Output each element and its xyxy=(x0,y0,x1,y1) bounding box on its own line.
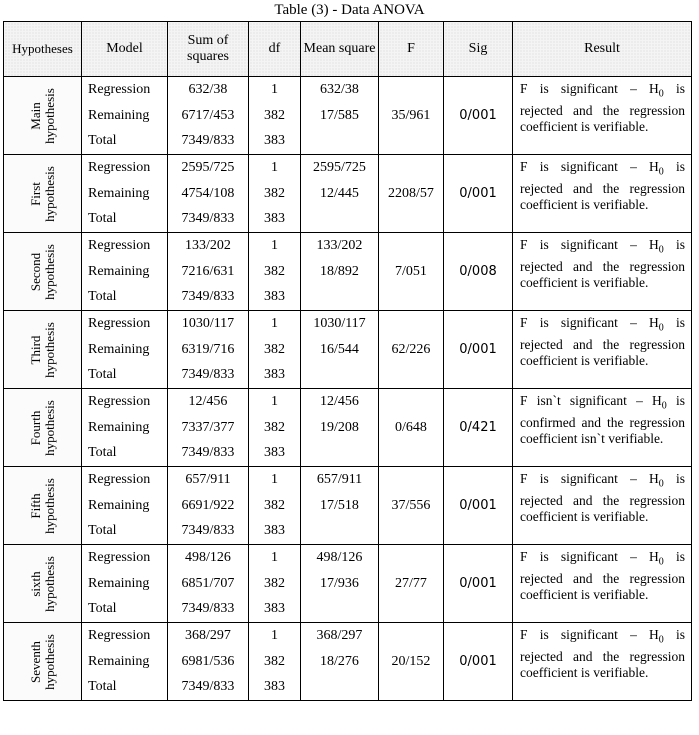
mean-square-cell xyxy=(301,623,379,701)
subscript-zero: 0 xyxy=(658,556,664,568)
mean-square-cell xyxy=(301,233,379,311)
sig-value: 0/001 xyxy=(444,467,513,545)
mean-square-value: 632/38 xyxy=(320,82,359,97)
df-value: 1 xyxy=(271,82,278,98)
hypothesis-cell xyxy=(4,389,82,467)
df-cell xyxy=(249,467,301,545)
mean-square-value: 12/456 xyxy=(320,394,359,409)
hypothesis-cell xyxy=(4,545,82,623)
table-row xyxy=(4,623,692,701)
model-cell xyxy=(82,467,168,545)
df-cell xyxy=(249,233,301,311)
mean-square-value: 133/202 xyxy=(316,238,363,253)
f-value: 35/961 xyxy=(379,77,444,155)
df-value: 382 xyxy=(264,575,285,591)
sum-of-squares-value: 657/911 xyxy=(185,472,231,488)
table-row xyxy=(4,233,692,311)
result-text: F is significant – $H_0$ is rejected and the regression coefficient is verifiable. xyxy=(513,233,692,311)
sum-of-squares-value: 7349/833 xyxy=(181,523,235,539)
table-row xyxy=(4,467,692,545)
header-f: F xyxy=(379,22,444,77)
sum-of-squares-cell xyxy=(168,311,249,389)
table-row xyxy=(4,311,692,389)
sum-of-squares-cell xyxy=(168,77,249,155)
mean-square-value: 17/585 xyxy=(320,107,359,123)
model-cell xyxy=(82,623,168,701)
table-row xyxy=(4,155,692,233)
hypothesis-cell xyxy=(4,77,82,155)
result-text: F is significant – $H_0$ is rejected and the regression coefficient is verifiable. xyxy=(513,623,692,701)
df-value: 383 xyxy=(264,523,285,539)
sum-of-squares-value: 4754/108 xyxy=(181,185,235,201)
anova-table xyxy=(3,21,692,701)
header-result: Result xyxy=(513,22,692,77)
hypothesis-cell xyxy=(4,311,82,389)
subscript-zero: 0 xyxy=(658,634,664,646)
sum-of-squares-value: 498/126 xyxy=(185,550,231,566)
df-value: 382 xyxy=(264,107,285,123)
sum-of-squares-value: 7216/631 xyxy=(181,263,235,279)
table-row xyxy=(4,77,692,155)
hypothesis-cell xyxy=(4,233,82,311)
hypothesis-label: Fourth hypothesis xyxy=(27,399,57,456)
df-value: 1 xyxy=(271,160,278,176)
model-label: Remaining xyxy=(88,497,150,513)
sig-value: 0/001 xyxy=(444,545,513,623)
sig-value: 0/008 xyxy=(444,233,513,311)
sum-of-squares-value: 7349/833 xyxy=(181,133,235,149)
sum-of-squares-value: 1030/117 xyxy=(181,316,235,332)
sum-of-squares-value: 6717/453 xyxy=(181,107,235,123)
df-value: 382 xyxy=(264,497,285,513)
table-row xyxy=(4,389,692,467)
df-cell xyxy=(249,155,301,233)
mean-square-value: 12/445 xyxy=(320,185,359,201)
model-label: Total xyxy=(88,445,117,461)
df-value: 1 xyxy=(271,316,278,332)
df-cell xyxy=(249,389,301,467)
df-value: 1 xyxy=(271,394,278,410)
df-value: 382 xyxy=(264,653,285,669)
mean-square-cell xyxy=(301,389,379,467)
header-mean-square: Mean square xyxy=(301,22,379,77)
model-label: Total xyxy=(88,679,117,695)
sum-of-squares-value: 6691/922 xyxy=(181,497,235,513)
model-label: Remaining xyxy=(88,263,150,279)
f-value: 27/77 xyxy=(379,545,444,623)
model-label: Regression xyxy=(88,160,151,176)
sum-of-squares-value: 7349/833 xyxy=(181,445,235,461)
f-value: 20/152 xyxy=(379,623,444,701)
hypothesis-label: First hypothesis xyxy=(27,165,57,222)
model-label: Remaining xyxy=(88,341,150,357)
df-value: 382 xyxy=(264,419,285,435)
sum-of-squares-value: 6851/707 xyxy=(181,575,235,591)
df-cell xyxy=(249,545,301,623)
df-value: 383 xyxy=(264,289,285,305)
df-cell xyxy=(249,77,301,155)
result-text: F is significant – $H_0$ is rejected and the regression coefficient is verifiable. xyxy=(513,467,692,545)
result-text: F is significant – $H_0$ is rejected and the regression coefficient is verifiable. xyxy=(513,311,692,389)
model-cell xyxy=(82,545,168,623)
sum-of-squares-value: 7337/377 xyxy=(181,419,235,435)
mean-square-value: 17/518 xyxy=(320,497,359,513)
model-cell xyxy=(82,389,168,467)
sig-value: 0/421 xyxy=(444,389,513,467)
f-value: 37/556 xyxy=(379,467,444,545)
mean-square-value: 19/208 xyxy=(320,419,359,435)
mean-square-value: 17/936 xyxy=(320,575,359,591)
model-label: Remaining xyxy=(88,575,150,591)
hypothesis-cell xyxy=(4,155,82,233)
df-value: 382 xyxy=(264,263,285,279)
header-row xyxy=(4,22,692,77)
subscript-zero: 0 xyxy=(658,166,664,178)
sum-of-squares-cell xyxy=(168,155,249,233)
model-label: Regression xyxy=(88,628,151,644)
mean-square-cell xyxy=(301,311,379,389)
header-sum-of-squares: Sum of squares xyxy=(168,22,249,77)
model-label: Remaining xyxy=(88,419,150,435)
df-cell xyxy=(249,311,301,389)
table-caption: Table (3) - Data ANOVA xyxy=(274,2,425,18)
sum-of-squares-value: 7349/833 xyxy=(181,211,235,227)
subscript-zero: 0 xyxy=(661,400,667,412)
header-sig: Sig xyxy=(444,22,513,77)
hypothesis-label: Seventh hypothesis xyxy=(27,633,57,690)
sig-value: 0/001 xyxy=(444,77,513,155)
mean-square-value: 18/276 xyxy=(320,653,359,669)
mean-square-cell xyxy=(301,155,379,233)
sum-of-squares-cell xyxy=(168,389,249,467)
sum-of-squares-cell xyxy=(168,467,249,545)
subscript-zero: 0 xyxy=(658,322,664,334)
sig-value: 0/001 xyxy=(444,155,513,233)
hypothesis-label: sixth hypothesis xyxy=(27,555,57,612)
model-label: Total xyxy=(88,211,117,227)
model-label: Remaining xyxy=(88,185,150,201)
mean-square-value: 1030/117 xyxy=(313,316,366,331)
model-label: Total xyxy=(88,523,117,539)
sum-of-squares-value: 12/456 xyxy=(188,394,228,410)
f-value: 7/051 xyxy=(379,233,444,311)
mean-square-cell xyxy=(301,545,379,623)
sum-of-squares-value: 7349/833 xyxy=(181,367,235,383)
df-value: 383 xyxy=(264,679,285,695)
mean-square-value: 657/911 xyxy=(316,472,363,487)
hypothesis-cell xyxy=(4,623,82,701)
hypothesis-label: Fifth hypothesis xyxy=(27,477,57,534)
model-label: Total xyxy=(88,601,117,617)
model-label: Remaining xyxy=(88,107,150,123)
f-value: 62/226 xyxy=(379,311,444,389)
df-value: 382 xyxy=(264,185,285,201)
model-label: Remaining xyxy=(88,653,150,669)
sum-of-squares-value: 632/38 xyxy=(188,82,228,98)
mean-square-value: 368/297 xyxy=(316,628,363,643)
df-value: 383 xyxy=(264,601,285,617)
result-text: F is significant – $H_0$ is rejected and the regression coefficient is verifiable. xyxy=(513,545,692,623)
model-label: Regression xyxy=(88,316,151,332)
model-cell xyxy=(82,77,168,155)
sum-of-squares-value: 368/297 xyxy=(185,628,231,644)
hypothesis-label: Third hypothesis xyxy=(27,321,57,378)
sig-value: 0/001 xyxy=(444,311,513,389)
mean-square-value: 498/126 xyxy=(316,550,363,565)
model-cell xyxy=(82,311,168,389)
subscript-zero: 0 xyxy=(658,478,664,490)
df-value: 383 xyxy=(264,445,285,461)
sum-of-squares-value: 7349/833 xyxy=(181,679,235,695)
mean-square-value: 16/544 xyxy=(320,341,359,357)
mean-square-cell xyxy=(301,77,379,155)
model-label: Total xyxy=(88,289,117,305)
sum-of-squares-cell xyxy=(168,545,249,623)
mean-square-value: 2595/725 xyxy=(313,160,366,175)
model-label: Regression xyxy=(88,238,151,254)
result-text: F is significant – $H_0$ is rejected and the regression coefficient is verifiable. xyxy=(513,155,692,233)
model-label: Regression xyxy=(88,394,151,410)
df-value: 382 xyxy=(264,341,285,357)
df-value: 1 xyxy=(271,238,278,254)
df-value: 383 xyxy=(264,133,285,149)
df-cell xyxy=(249,623,301,701)
df-value: 383 xyxy=(264,211,285,227)
table-row xyxy=(4,545,692,623)
df-value: 1 xyxy=(271,628,278,644)
sum-of-squares-value: 2595/725 xyxy=(181,160,235,176)
header-df: df xyxy=(249,22,301,77)
mean-square-cell xyxy=(301,467,379,545)
sum-of-squares-value: 7349/833 xyxy=(181,601,235,617)
subscript-zero: 0 xyxy=(658,244,664,256)
mean-square-value: 18/892 xyxy=(320,263,359,279)
sum-of-squares-value: 133/202 xyxy=(185,238,231,254)
result-text: F isn`t significant – $H_0$ is confirmed and the regression coefficient isn`t verifiable. xyxy=(513,389,692,467)
subscript-zero: 0 xyxy=(658,88,664,100)
result-text: F is significant – $H_0$ is rejected and the regression coefficient is verifiable. xyxy=(513,77,692,155)
sum-of-squares-cell xyxy=(168,233,249,311)
f-value: 2208/57 xyxy=(379,155,444,233)
model-cell xyxy=(82,233,168,311)
sum-of-squares-value: 6319/716 xyxy=(181,341,235,357)
sum-of-squares-value: 6981/536 xyxy=(181,653,235,669)
hypothesis-label: Second hypothesis xyxy=(27,243,57,300)
df-value: 383 xyxy=(264,367,285,383)
sig-value: 0/001 xyxy=(444,623,513,701)
model-label: Regression xyxy=(88,82,151,98)
header-hypotheses: Hypotheses xyxy=(4,22,82,77)
f-value: 0/648 xyxy=(379,389,444,467)
sum-of-squares-value: 7349/833 xyxy=(181,289,235,305)
model-cell xyxy=(82,155,168,233)
model-label: Regression xyxy=(88,550,151,566)
hypothesis-label: Main hypothesis xyxy=(27,87,57,144)
df-value: 1 xyxy=(271,472,278,488)
model-label: Regression xyxy=(88,472,151,488)
df-value: 1 xyxy=(271,550,278,566)
hypothesis-cell xyxy=(4,467,82,545)
model-label: Total xyxy=(88,133,117,149)
sum-of-squares-cell xyxy=(168,623,249,701)
header-model: Model xyxy=(82,22,168,77)
model-label: Total xyxy=(88,367,117,383)
